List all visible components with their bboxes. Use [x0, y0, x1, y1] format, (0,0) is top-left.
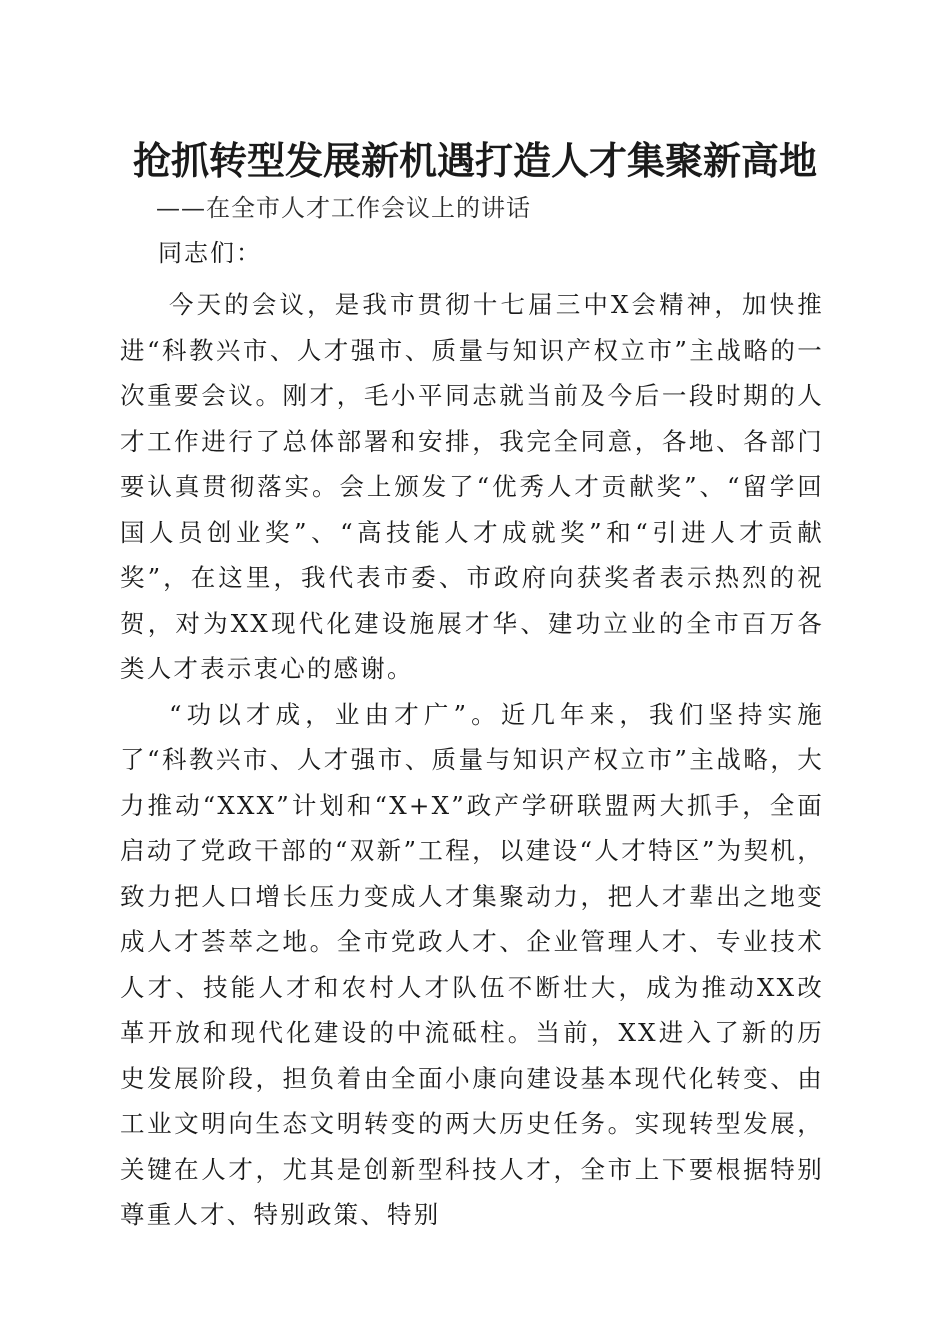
body-text [120, 282, 824, 1238]
paragraph: “功以才成，业由才广”。近几年来，我们坚持实施了“科教兴市、人才强市、质量与知识产权立市”主战略，大力推动“XXX”计划和“X+X”政产学研联盟两大抓手，全面启动了党政干部的“双新”工程，以建设“人才特区”为契机，致力把人口增长压力变成人才集聚动力，把人才辈出之地变成人才荟萃之地。全市党政人才、企业管理人才、专业技术人才、技能人才和农村人才队伍不断壮大，成为推动XX改革开放和现代化建设的中流砥柱。当前，XX进入了新的历史发展阶段，担负着由全面小康向建设基本现代化转变、由工业文明向生态文明转变的两大历史任务。实现转型发展，关键在人才，尤其是创新型科技人才，全市上下要根据特别尊重人才、特别政策、特别 [120, 699, 824, 1229]
greeting: 同志们： [158, 239, 262, 267]
paragraph: 今天的会议，是我市贯彻十七届三中X会精神，加快推进“科教兴市、人才强市、质量与知识产权立市”主战略的一次重要会议。刚才，毛小平同志就当前及今后一段时期的人才工作进行了总体部署和安排，我完全同意，各地、各部门要认真贯彻落实。会上颁发了“优秀人才贡献奖”、“留学回国人员创业奖”、“高技能人才成就奖”和“引进人才贡献奖”，在这里，我代表市委、市政府向获奖者表示热烈的祝贺，对为XX现代化建设施展才华、建功立业的全市百万各类人才表示衷心的感谢。 [120, 290, 824, 683]
document-title: 抢抓转型发展新机遇打造人才集聚新高地 [132, 138, 817, 183]
document-subtitle: ——在全市人才工作会议上的讲话 [156, 194, 531, 222]
